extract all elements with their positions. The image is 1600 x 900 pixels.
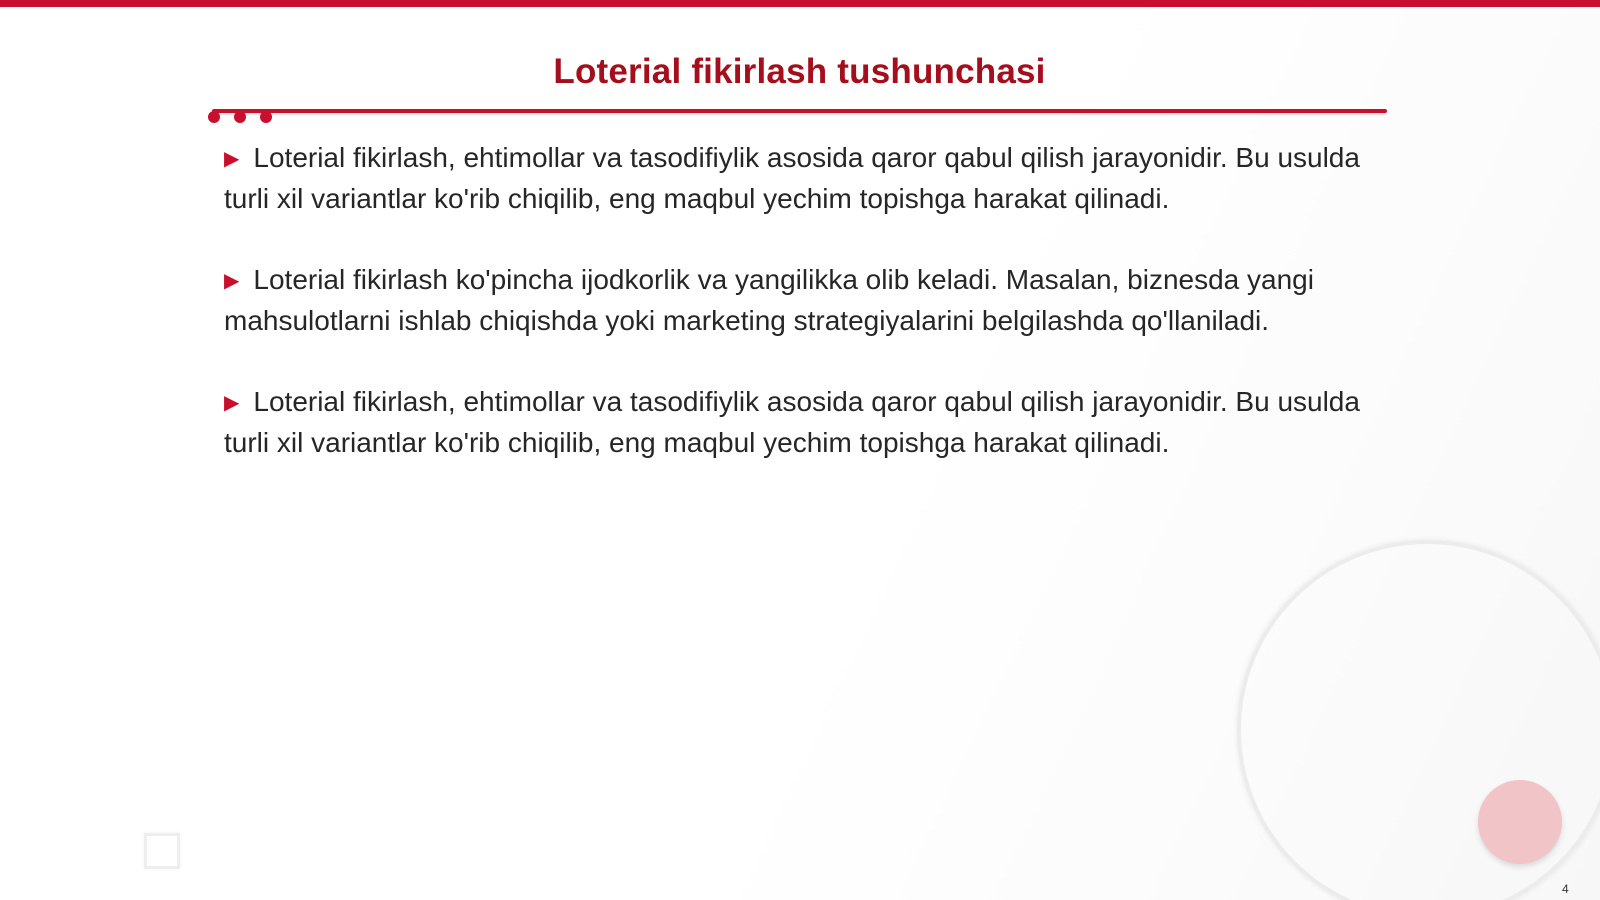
triangle-bullet-icon: ▶ bbox=[224, 270, 240, 292]
bullet-text: Loterial fikirlash, ehtimollar va tasodifiylik asosida qaror qabul qilish jarayonidir. Bu usulda turli xil variantlar ko'rib chiqilib, eng maqbul yechim topishga harakat qilinadi. bbox=[224, 386, 1360, 458]
bullet-text: Loterial fikirlash, ehtimollar va tasodifiylik asosida qaror qabul qilish jarayonidir. Bu usulda turli xil variantlar ko'rib chiqilib, eng maqbul yechim topishga harakat qilinadi. bbox=[224, 142, 1360, 214]
bullet-text: Loterial fikirlash ko'pincha ijodkorlik va yangilikka olib keladi. Masalan, biznesda yangi mahsulotlarni ishlab chiqishda yoki marketing strategiyalarini belgilashda qo'llaniladi. bbox=[224, 264, 1314, 336]
decorative-square bbox=[144, 833, 180, 869]
triangle-bullet-icon: ▶ bbox=[224, 148, 240, 170]
bullet-item bbox=[224, 138, 1374, 219]
bullet-item bbox=[224, 382, 1374, 463]
bullet-list bbox=[224, 138, 1374, 504]
decorative-circle bbox=[1478, 780, 1562, 864]
triangle-bullet-icon: ▶ bbox=[224, 392, 240, 414]
title-underline bbox=[212, 109, 1387, 113]
slide-title: Loterial fikirlash tushunchasi bbox=[553, 52, 1046, 91]
decorative-dot-icon bbox=[208, 111, 220, 123]
decorative-dot-icon bbox=[260, 111, 272, 123]
bullet-item bbox=[224, 260, 1374, 341]
decorative-dot-icon bbox=[234, 111, 246, 123]
page-number: 4 bbox=[1562, 882, 1569, 896]
top-accent-bar bbox=[0, 0, 1600, 7]
